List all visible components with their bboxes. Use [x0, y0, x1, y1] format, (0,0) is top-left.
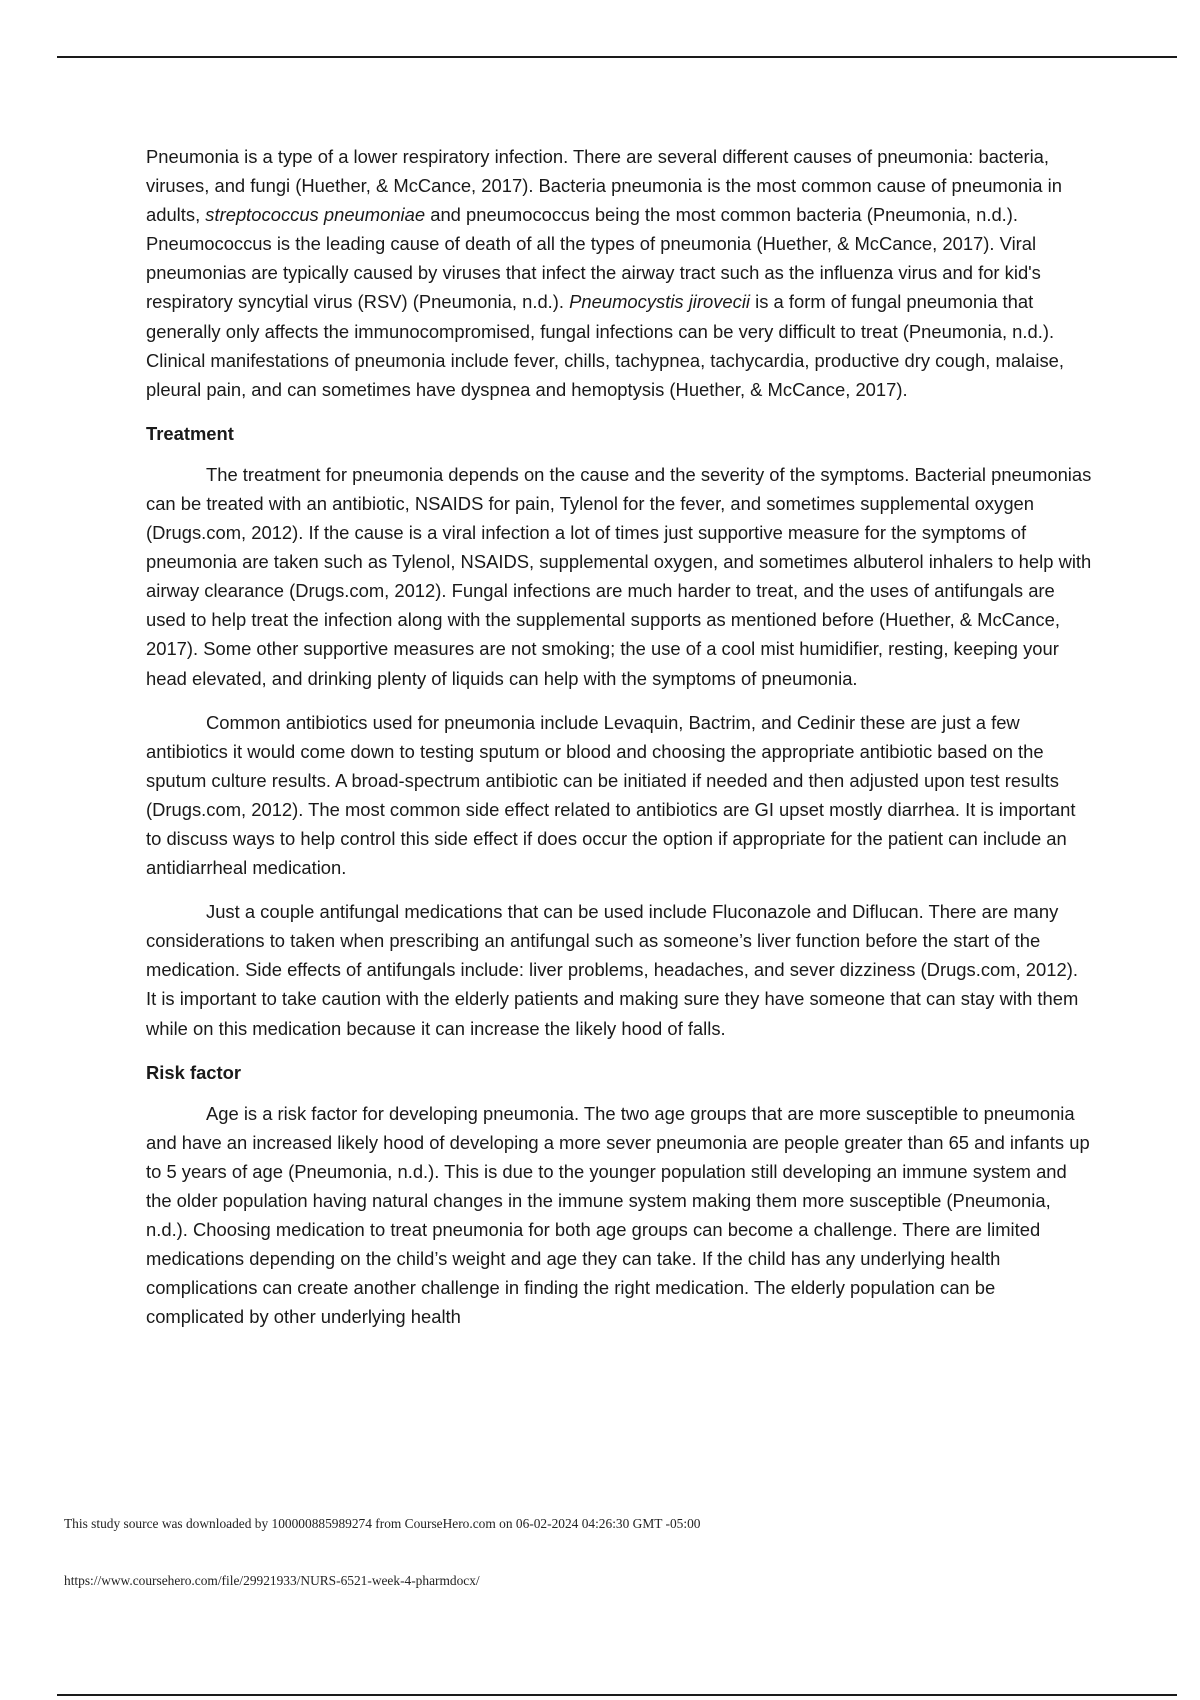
- paragraph-antifungals: Just a couple antifungal medications that can be used include Fluconazole and Diflucan. There are many considerations to taken when prescribing an antifungal such as someone’s liver function before the start of the medication. Side effects of antifungals include: liver problems, headaches, and sever dizziness (Drugs.com, 2012). It is important to take caution with the elderly patients and making sure they have someone that can stay with them while on this medication because it can increase the likely hood of falls.: [146, 901, 1079, 1039]
- paragraph-risk-factor: Age is a risk factor for developing pneumonia. The two age groups that are more susceptible to pneumonia and have an increased likely hood of developing a more sever pneumonia are people greater than 65 and infants up to 5 years of age (Pneumonia, n.d.). This is due to the younger population still developing an immune system and the older population having natural changes in the immune system making them more susceptible (Pneumonia, n.d.). Choosing medication to treat pneumonia for both age groups can become a challenge. There are limited medications depending on the child’s weight and age they can take. If the child has any underlying health complications can create another challenge in finding the right medication. The elderly population can be complicated by other underlying health: [146, 1102, 1090, 1328]
- paragraph-treatment: The treatment for pneumonia depends on the cause and the severity of the symptoms. Bacterial pneumonias can be treated with an antibiotic, NSAIDS for pain, Tylenol for the fever, and sometimes supplemental oxygen (Drugs.com, 2012). If the cause is a viral infection a lot of times just supportive measure for the symptoms of pneumonia are taken such as Tylenol, NSAIDS, supplemental oxygen, and sometimes albuterol inhalers to help with airway clearance (Drugs.com, 2012). Fungal infections are much harder to treat, and the uses of antifungals are used to help treat the infection along with the supplemental supports as mentioned before (Huether, & McCance, 2017). Some other supportive measures are not smoking; the use of a cool mist humidifier, resting, keeping your head elevated, and drinking plenty of liquids can help with the symptoms of pneumonia.: [146, 463, 1092, 689]
- heading-risk-factor: Risk factor: [146, 1061, 242, 1083]
- source-url[interactable]: https://www.coursehero.com/file/29921933/NURS-6521-week-4-pharmdocx/: [64, 1573, 480, 1588]
- paragraph-antibiotics: Common antibiotics used for pneumonia include Levaquin, Bactrim, and Cedinir these are just a few antibiotics it would come down to testing sputum or blood and choosing the appropriate antibiotic based on the sputum culture results. A broad-spectrum antibiotic can be initiated if needed and then adjusted upon test results (Drugs.com, 2012). The most common side effect related to antibiotics are GI upset mostly diarrhea. It is important to discuss ways to help control this side effect if does occur the option if appropriate for the patient can include an antidiarrheal medication.: [146, 711, 1076, 879]
- top-rule: [57, 56, 1177, 58]
- download-notice: This study source was downloaded by 100000885989274 from CourseHero.com on 06-02-2024 04:26:30 GMT -05:00: [64, 1516, 701, 1531]
- bottom-rule: [57, 1694, 1177, 1696]
- fungus-name: Pneumocystis jirovecii: [569, 291, 751, 313]
- paragraph-intro: Pneumonia is a type of a lower respiratory infection. There are several different causes of pneumonia: bacteria, viruses, and fungi (Huether, & McCance, 2017). Bacteria pneumonia is the most common cause of pneumonia in adults, streptococcus pneumoniae and pneumococcus being the most common bacteria (Pneumonia, n.d.). Pneumococcus is the leading cause of death of all the types of pneumonia (Huether, & McCance, 2017). Viral pneumonias are typically caused by viruses that infect the airway tract such as the influenza virus and for kid's respiratory syncytial virus (RSV) (Pneumonia, n.d.). Pneumocystis jirovecii is a form of fungal pneumonia that generally only affects the immunocompromised, fungal infections can be very difficult to treat (Pneumonia, n.d.). Clinical manifestations of pneumonia include fever, chills, tachypnea, tachycardia, productive dry cough, malaise, pleural pain, and can sometimes have dyspnea and hemoptysis (Huether, & McCance, 2017).: [146, 146, 1064, 400]
- document-body: [146, 142, 1092, 1346]
- bacteria-name: streptococcus pneumoniae: [205, 204, 426, 226]
- heading-treatment: Treatment: [146, 422, 234, 444]
